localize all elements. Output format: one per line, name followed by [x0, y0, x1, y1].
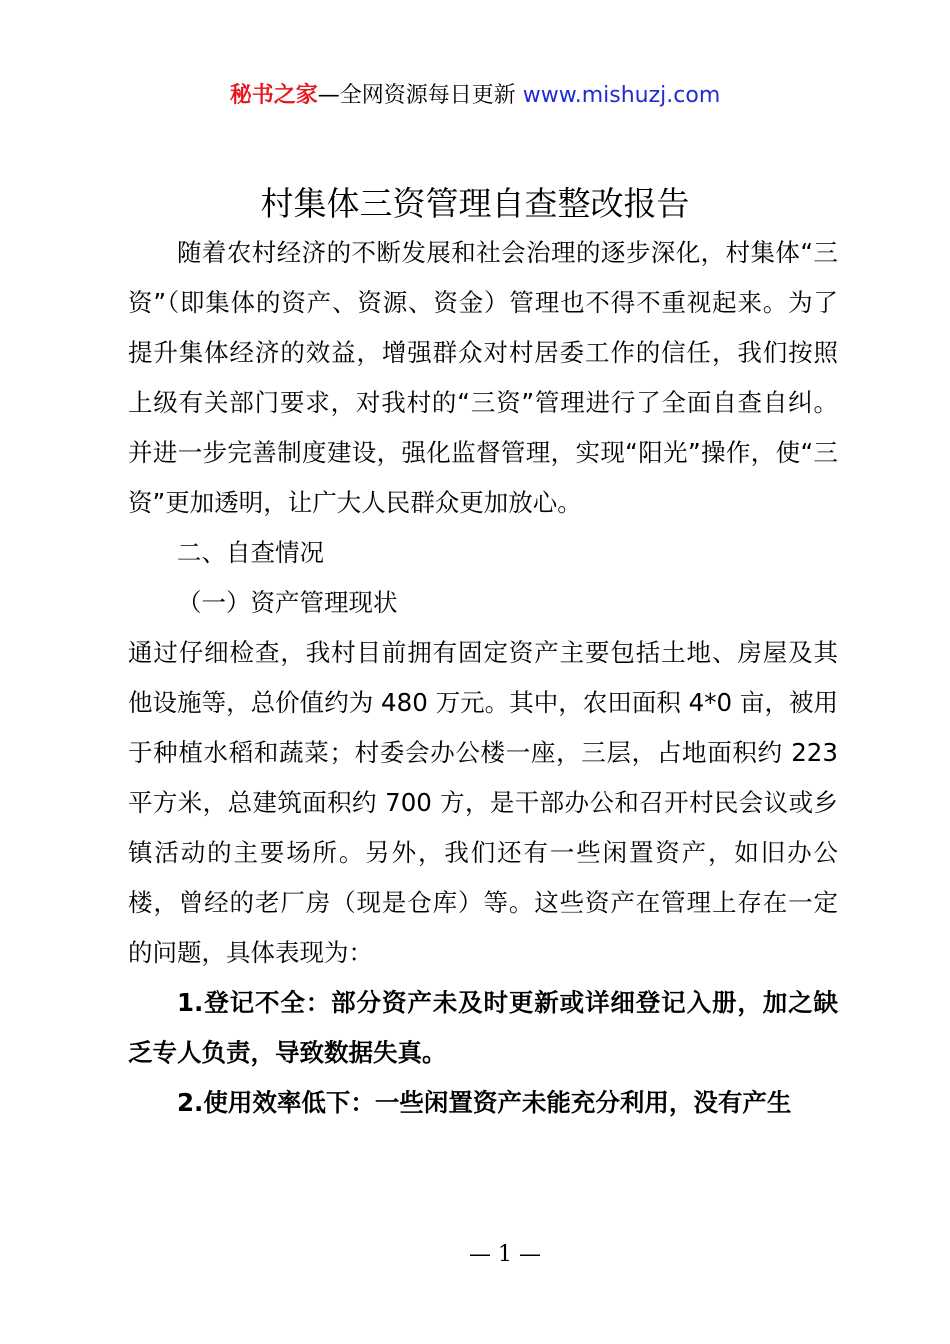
subsection-heading: （一）资产管理现状 [177, 588, 398, 617]
issue-item-1: 1.登记不全：部分资产未及时更新或详细登记入册，加之缺乏专人负责，导致数据失真。 [128, 988, 838, 1067]
document-body [128, 228, 838, 1128]
asset-paragraph: 通过仔细检查，我村目前拥有固定资产主要包括土地、房屋及其他设施等，总价值约为 480 万元。其中，农田面积 4*0 亩，被用于种植水稻和蔬菜；村委会办公楼一座，三层，占地面积约 223 平方米，总建筑面积约 700 方，是干部办公和召开村民会议或乡镇活动的主要场所。另外，我们还有一些闲置资产，如旧办公楼，曾经的老厂房（现是仓库）等。这些资产在管理上存在一定的问题，具体表现为： [128, 638, 838, 967]
issue-item-2: 2.使用效率低下：一些闲置资产未能充分利用，没有产生 [177, 1088, 792, 1117]
site-brand: 秘书之家 [229, 83, 318, 108]
document-title: 村集体三资管理自查整改报告 [260, 184, 690, 223]
site-tagline: —全网资源每日更新 [317, 83, 523, 108]
site-url-link[interactable]: www.mishuzj.com [522, 83, 721, 108]
intro-paragraph: 随着农村经济的不断发展和社会治理的逐步深化，村集体“三资”（即集体的资产、资源、资金）管理也不得不重视起来。为了提升集体经济的效益，增强群众对村居委工作的信任，我们按照上级有关部门要求，对我村的“三资”管理进行了全面自查自纠。并进一步完善制度建设，强化监督管理，实现“阳光”操作，使“三资”更加透明，让广大人民群众更加放心。 [128, 238, 838, 517]
page-number: — 1 — [469, 1242, 541, 1267]
section-heading: 二、自查情况 [177, 538, 324, 567]
site-header [0, 80, 950, 112]
